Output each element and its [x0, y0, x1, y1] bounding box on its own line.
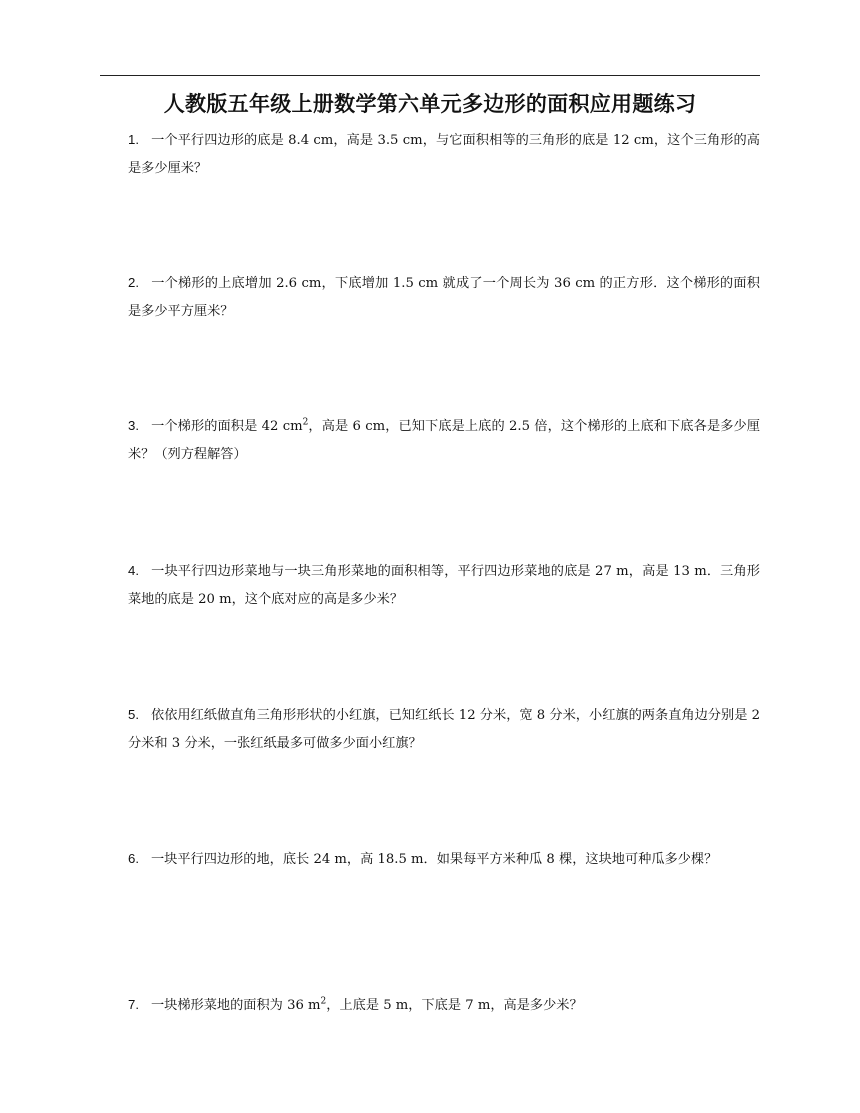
question-number: 5.	[128, 707, 139, 722]
question-7	[128, 991, 760, 1020]
question-text-continued: ，上底是 5 m，下底是 7 m，高是多少米？	[326, 998, 583, 1013]
question-2	[128, 269, 760, 326]
question-text: 一个平行四边形的底是 8.4 cm，高是 3.5 cm，与它面积相等的三角形的底是 12 cm，这个三角形的高是多少厘米？	[128, 133, 760, 176]
question-number: 1.	[128, 132, 139, 147]
question-number: 3.	[128, 418, 139, 433]
question-number: 7.	[128, 997, 139, 1012]
question-3	[128, 412, 760, 469]
question-text: 一块平行四边形菜地与一块三角形菜地的面积相等，平行四边形菜地的底是 27 m，高是 13 m．三角形菜地的底是 20 m，这个底对应的高是多少米？	[128, 564, 760, 607]
question-4	[128, 557, 760, 614]
question-number: 4.	[128, 563, 139, 578]
question-text: 一块平行四边形的地，底长 24 m，高 18.5 m．如果每平方米种瓜 8 棵，这块地可种瓜多少棵？	[151, 852, 718, 867]
question-5	[128, 701, 760, 758]
superscript: 2	[302, 417, 309, 428]
page-title: 人教版五年级上册数学第六单元多边形的面积应用题练习	[163, 92, 697, 116]
question-1	[128, 126, 760, 183]
question-6	[128, 845, 760, 874]
question-text: 一个梯形的面积是 42 cm	[151, 419, 303, 434]
question-text: 依依用红纸做直角三角形形状的小红旗，已知红纸长 12 分米，宽 8 分米，小红旗的两条直角边分别是 2 分米和 3 分米，一张红纸最多可做多少面小红旗？	[128, 708, 760, 751]
question-text: 一块梯形菜地的面积为 36 m	[151, 998, 321, 1013]
header-rule	[100, 75, 760, 76]
question-number: 2.	[128, 275, 139, 290]
question-number: 6.	[128, 851, 139, 866]
superscript: 2	[320, 996, 327, 1007]
question-text-continued: ，高是 6 cm，已知下底是上底的 2.5 倍，这个梯形的上底和下底各是多少厘米？（列方程解答）	[128, 419, 760, 462]
question-text: 一个梯形的上底增加 2.6 cm，下底增加 1.5 cm 就成了一个周长为 36 cm 的正方形．这个梯形的面积是多少平方厘米？	[128, 276, 760, 319]
